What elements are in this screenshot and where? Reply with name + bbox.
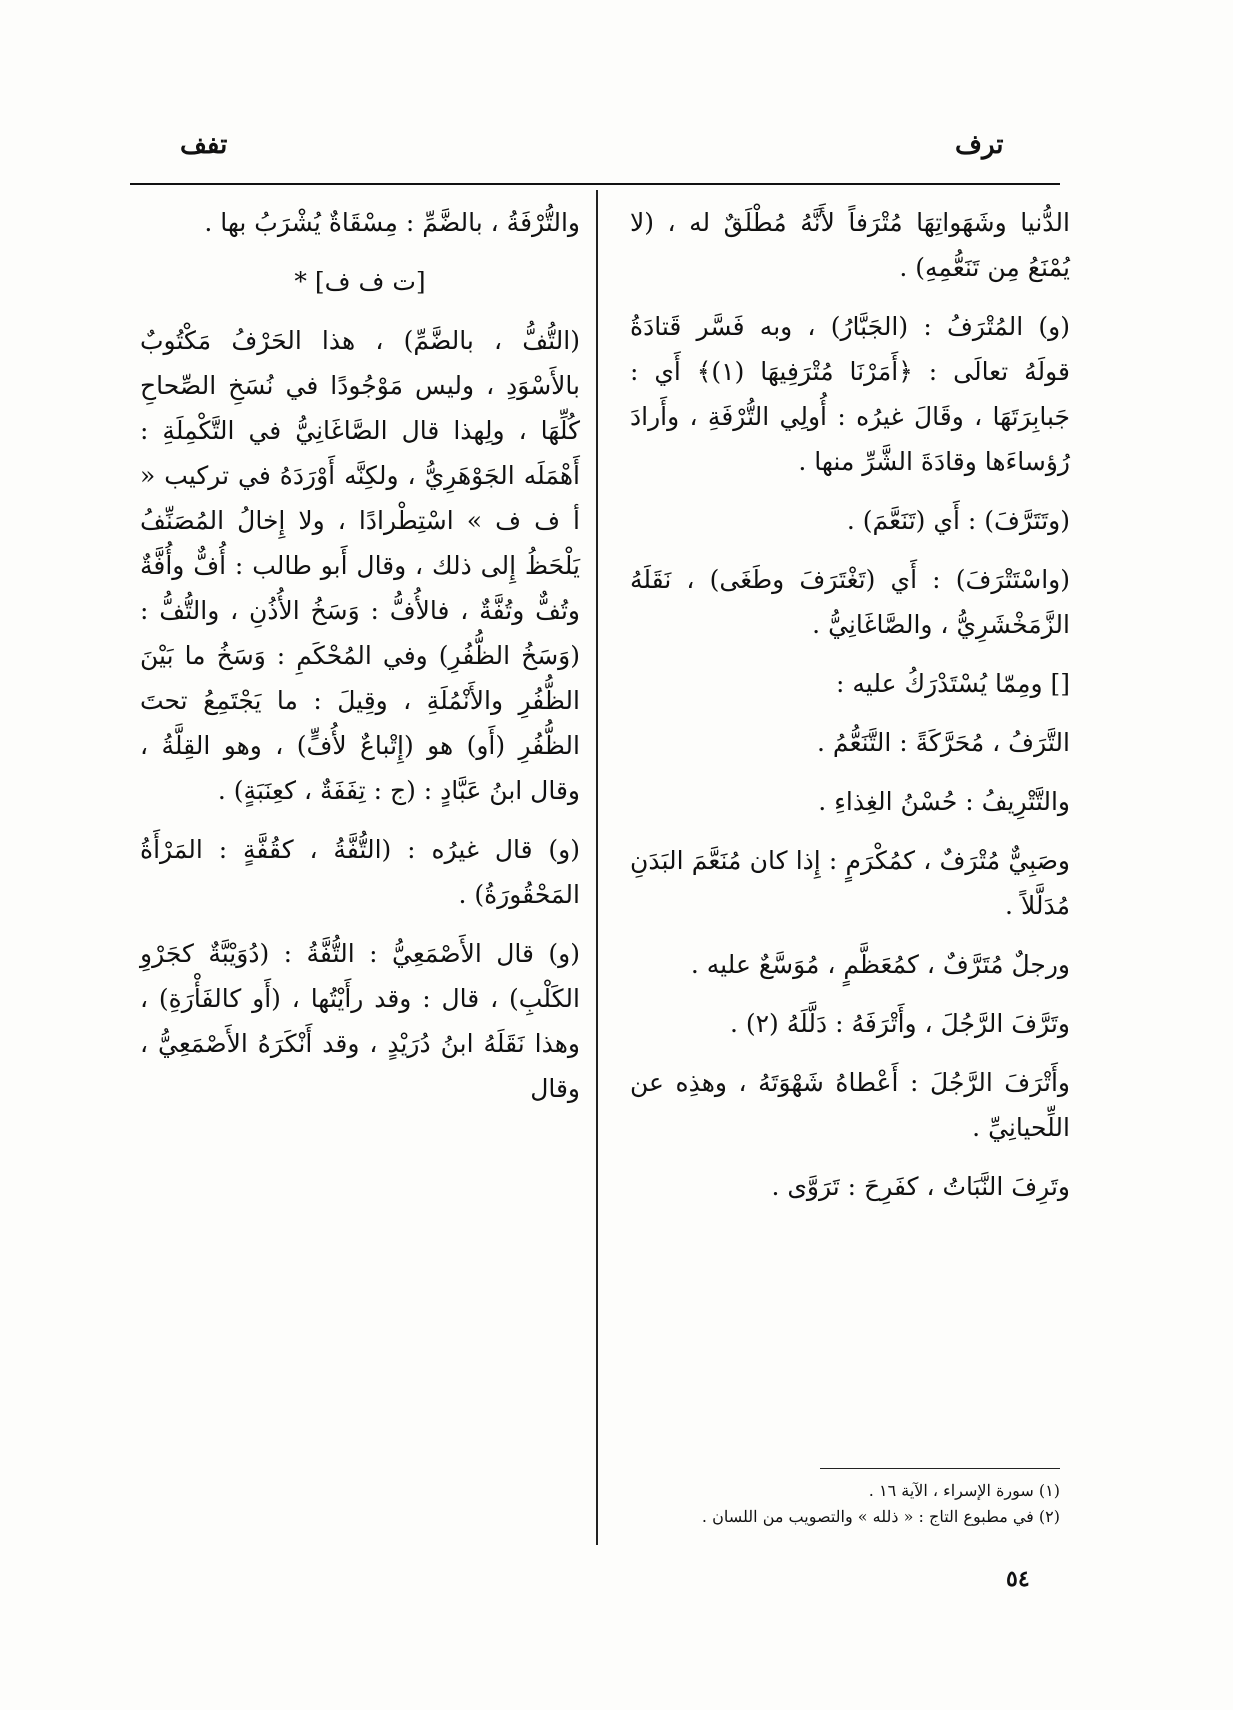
left-column — [140, 200, 580, 1125]
paragraph: وتَرَّفَ الرَّجُلَ ، وأَتْرَفَهُ : دَلَّلَهُ (٢) . — [729, 1009, 1070, 1038]
paragraph: (و) قال غيرُه : (التُّفَّةُ ، كقُفَّةٍ : المَرْأَةُ المَحْقُورَةُ) . — [140, 835, 580, 909]
paragraph: ورجلٌ مُتَرَّفٌ ، كمُعَظَّمٍ ، مُوَسَّعٌ عليه . — [690, 950, 1070, 979]
paragraph: (واسْتَتْرَفَ) : أَي (تَغْتَرَفَ وطَغَى) ، نَقَلَهُ الزَّمَخْشَرِيُّ ، والصَّاغَانِيُّ . — [630, 565, 1070, 639]
paragraph: (التُّفُّ ، بالضَّمِّ) ، هذا الحَرْفُ مَكْتُوبٌ بالأَسْوَدِ ، وليس مَوْجُودًا في نُسَخِ الصِّحاحِ كُلِّهَا ، ولِهذا قال الصَّاغَانِيُّ في التَّكْمِلَةِ : أَهْمَلَه الجَوْهَرِيُّ ، ولكِنَّه أَوْرَدَهُ في تركيب « أ ف ف » اسْتِطْرادًا ، ولا إِخالُ المُصَنِّفُ يَلْحَظُ إِلى ذلك ، وقال أَبو طالب : أُفٌّ وأُفَّةٌ وتُفٌّ وتُفَّةٌ ، فالأُفُّ : وَسَخُ الأُذُنِ ، والتُّفُّ : (وَسَخُ الظُّفُرِ) وفي المُحْكَمِ : وَسَخُ ما بَيْنَ الظُّفُرِ والأَنْمُلَةِ ، وقِيلَ : ما يَجْتَمِعُ تحتَ الظُّفُرِ (أَو) هو (إِتْباعٌ لأُفٍّ) ، وهو القِلَّةُ ، وقال ابنُ عَبَّادٍ : (ج : تِفَفَةٌ ، كعِنَبَةٍ) . — [140, 326, 580, 805]
page-number: ٥٤ — [1006, 1566, 1030, 1592]
paragraph: والتَّتْرِيفُ : حُسْنُ الغِذاءِ . — [818, 787, 1070, 816]
paragraph: [] ومِمّا يُسْتَدْرَكُ عليه : — [836, 669, 1070, 698]
footnote-rule — [820, 1468, 1060, 1469]
column-divider — [596, 190, 598, 1545]
header-rule — [130, 183, 1060, 185]
footnotes — [650, 1478, 1060, 1530]
paragraph: والتُّرْفَةُ ، بالضَّمِّ : مِسْقَاةٌ يُشْرَبُ بها . — [204, 208, 580, 237]
footnote: (١) سورة الإسراء ، الآية ١٦ . — [868, 1481, 1060, 1500]
header-right-word: ترف — [955, 130, 1004, 160]
footnote: (٢) في مطبوع التاج : « ذلله » والتصويب من اللسان . — [701, 1507, 1060, 1526]
paragraph: وتَرِفَ النَّبَاتُ ، كفَرِحَ : تَرَوَّى . — [771, 1172, 1070, 1201]
paragraph: وصَبِيٌّ مُتْرَفٌ ، كمُكْرَمٍ : إِذا كان مُنَعَّمَ البَدَنِ مُدَلَّلاً . — [630, 846, 1070, 920]
paragraph: الدُّنيا وشَهَواتِهَا مُتْرَفاً لأَنَّهُ مُطْلَقٌ له ، (لا يُمْنَعُ مِن تَنَعُّمِهِ) . — [630, 208, 1070, 282]
header-left-word: تفف — [180, 130, 228, 160]
paragraph: (وتَتَرَّفَ) : أَي (تَنَعَّمَ) . — [846, 506, 1070, 535]
entry-heading: [ت ف ف] * — [294, 267, 426, 296]
paragraph: (و) المُتْرَفُ : (الجَبَّارُ) ، وبه فَسَّر قَتادَةُ قولَهُ تعالَى : ﴿أَمَرْنَا مُتْرَفِيهَا (١)﴾ أَي : جَبابِرَتَهَا ، وقَالَ غيرُه : أُولِي التُّرْفَةِ ، وأَرادَ رُؤساءَها وقادَةَ الشَّرِّ منها . — [630, 312, 1070, 476]
paragraph: (و) قال الأَصْمَعِيُّ : التُّفَّةُ : (دُوَيْبَّةٌ كجَرْوِ الكَلْبِ) ، قال : وقد رأَيْتُها ، (أَو كالفَأْرَةِ) ، وهذا نَقَلَهُ ابنُ دُرَيْدٍ ، وقد أَنْكَرَهُ الأَصْمَعِيُّ ، وقال — [140, 939, 580, 1103]
paragraph: وأَتْرَفَ الرَّجُلَ : أَعْطاهُ شَهْوَتَهُ ، وهذِه عن اللِّحيانِيِّ . — [630, 1068, 1070, 1142]
paragraph: التَّرَفُ ، مُحَرَّكَةً : التَّنَعُّمُ . — [817, 728, 1070, 757]
right-column — [630, 200, 1070, 1223]
